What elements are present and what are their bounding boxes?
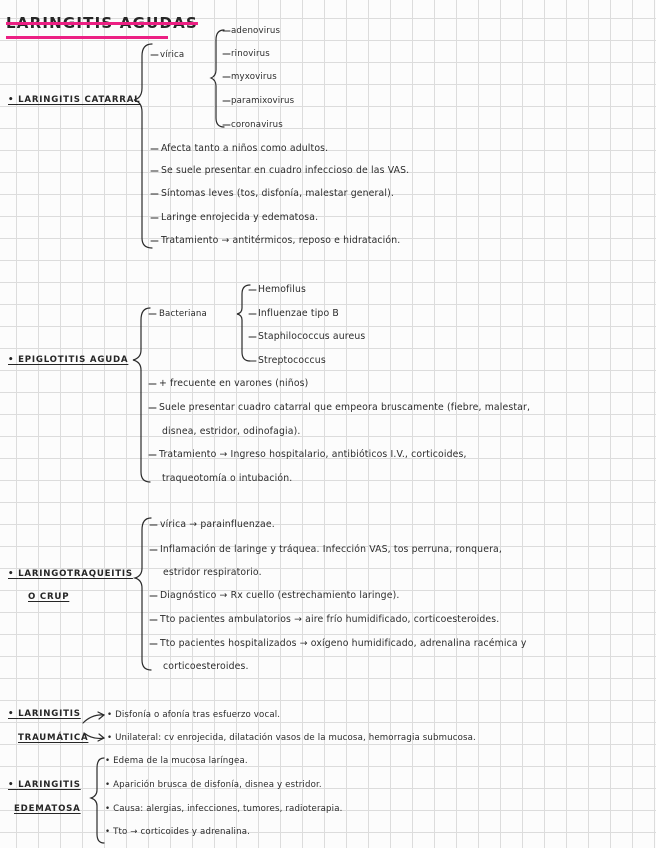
epiglotitis-item: Suele presentar cuadro catarral que empeora bruscamente (fiebre, malestar,: [159, 402, 531, 413]
traumatica-item: • Disfonía o afonía tras esfuerzo vocal.: [107, 710, 281, 720]
epiglotitis-item: Tratamiento → Ingreso hospitalario, antibióticos I.V., corticoides,: [159, 449, 467, 460]
virus-item: adenovirus: [231, 26, 281, 36]
virus-item: coronavirus: [231, 120, 283, 130]
laringotraqueitis-item: estridor respiratorio.: [163, 567, 262, 578]
bacteria-item: Streptococcus: [258, 355, 326, 366]
bacteria-item: Hemofilus: [258, 284, 306, 295]
section-label-catarral: • LARINGITIS CATARRAL: [8, 95, 141, 105]
section-label-crup: O CRUP: [28, 592, 70, 602]
catarral-item: Laringe enrojecida y edematosa.: [161, 212, 319, 223]
epiglotitis-item: + frecuente en varones (niños): [159, 378, 309, 389]
laringotraqueitis-item: Inflamación de laringe y tráquea. Infección VAS, tos perruna, ronquera,: [160, 544, 503, 555]
edematosa-item: • Edema de la mucosa laríngea.: [105, 756, 248, 766]
virica-label: vírica: [160, 50, 185, 60]
section-label-laringotraqueitis: • LARINGOTRAQUEITIS: [8, 569, 133, 579]
edematosa-item: • Aparición brusca de disfonía, disnea y estridor.: [105, 780, 322, 790]
section-label-traumatica-2: TRAUMÁTICA: [18, 733, 89, 743]
page-title: LARINGITIS AGUDAS: [6, 14, 198, 32]
laringotraqueitis-item: Tto pacientes ambulatorios → aire frío humidificado, corticoesteroides.: [160, 614, 500, 625]
edematosa-item: • Causa: alergias, infecciones, tumores, radioterapia.: [105, 804, 343, 814]
bacteriana-label: Bacteriana: [159, 309, 207, 319]
catarral-item: Afecta tanto a niños como adultos.: [161, 143, 329, 154]
traumatica-item: • Unilateral: cv enrojecida, dilatación vasos de la mucosa, hemorragia submucosa.: [107, 733, 476, 743]
edematosa-item: • Tto → corticoides y adrenalina.: [105, 827, 250, 837]
section-label-edematosa: • LARINGITIS: [8, 780, 81, 790]
virus-item: rinovirus: [231, 49, 270, 59]
bacteria-item: Influenzae tipo B: [258, 308, 339, 319]
section-label-edematosa-2: EDEMATOSA: [14, 804, 81, 814]
section-label-traumatica: • LARINGITIS: [8, 709, 81, 719]
catarral-item: Síntomas leves (tos, disfonía, malestar general).: [161, 188, 394, 199]
bacteria-item: Staphilococcus aureus: [258, 331, 366, 342]
catarral-item: Se suele presentar en cuadro infeccioso de las VAS.: [161, 165, 410, 176]
catarral-item: Tratamiento → antitérmicos, reposo e hidratación.: [161, 235, 401, 246]
laringotraqueitis-item: Diagnóstico → Rx cuello (estrechamiento laringe).: [160, 590, 400, 601]
virus-item: myxovirus: [231, 72, 277, 82]
virus-item: paramixovirus: [231, 96, 295, 106]
laringotraqueitis-item: corticoesteroides.: [163, 661, 249, 672]
section-label-epiglotitis: • EPIGLOTITIS AGUDA: [8, 355, 129, 365]
epiglotitis-item: disnea, estridor, odinofagia).: [162, 426, 301, 437]
epiglotitis-item: traqueotomía o intubación.: [162, 473, 293, 484]
laringotraqueitis-item: Tto pacientes hospitalizados → oxígeno humidificado, adrenalina racémica y: [160, 638, 527, 649]
laringotraqueitis-item: vírica → parainfluenzae.: [160, 519, 275, 530]
